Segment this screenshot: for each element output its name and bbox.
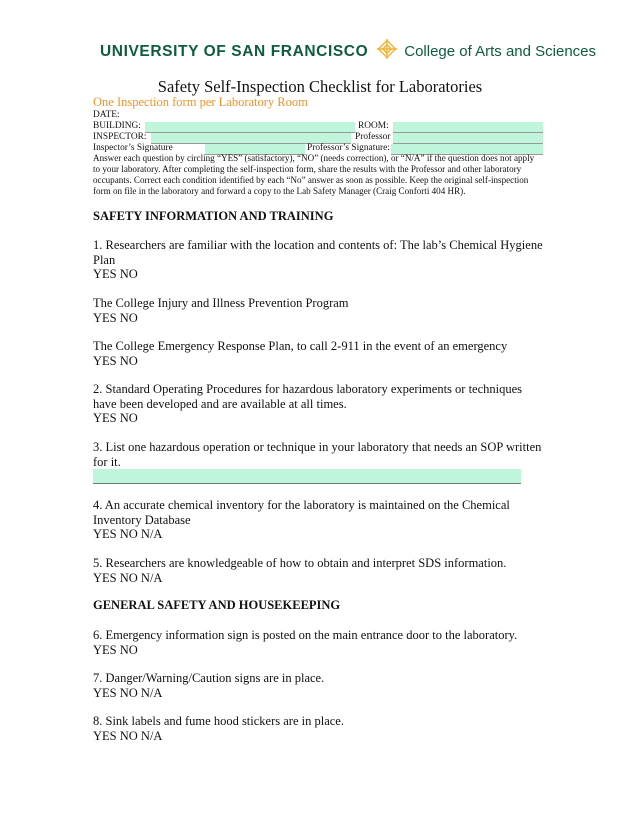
date-row (93, 110, 543, 121)
sop-answer-field[interactable] (93, 469, 521, 484)
question-1c (93, 339, 548, 368)
question-text: 6. Emergency information sign is posted on the main entrance door to the laboratory. (93, 628, 518, 642)
question-text: 2. Standard Operating Procedures for hazardous laboratory experiments or techniques have been developed and are available at all times. (93, 382, 523, 411)
question-1 (93, 238, 548, 282)
question-5 (93, 556, 548, 585)
professor-signature-label: Professor’s Signature: (307, 143, 390, 153)
university-name: UNIVERSITY OF SAN FRANCISCO (100, 42, 369, 60)
question-text: 3. List one hazardous operation or technique in your laboratory that needs an SOP written for it. (93, 440, 542, 469)
section-heading-general-safety: GENERAL SAFETY AND HOUSEKEEPING (93, 598, 341, 612)
question-4 (93, 498, 548, 542)
inspector-row (93, 132, 543, 143)
date-label: DATE: (93, 110, 120, 120)
question-8 (93, 714, 548, 743)
question-3 (93, 440, 548, 469)
question-7 (93, 671, 548, 700)
answer-options[interactable]: YES NO (93, 411, 138, 425)
inspector-label: INSPECTOR: (93, 132, 147, 142)
page-subtitle: One Inspection form per Laboratory Room (93, 95, 308, 109)
question-2 (93, 382, 548, 426)
building-label: BUILDING: (93, 121, 141, 131)
college-name: College of Arts and Sciences (404, 43, 597, 60)
question-text: 7. Danger/Warning/Caution signs are in place. (93, 671, 325, 685)
inspector-signature-label: Inspector’s Signature (93, 143, 173, 153)
question-text: 4. An accurate chemical inventory for the laboratory is maintained on the Chemical Inventory Database (93, 498, 510, 527)
inspection-form (93, 110, 543, 154)
professor-label: Professor (355, 132, 391, 142)
answer-options[interactable]: YES NO N/A (93, 685, 163, 700)
instructions-text: Answer each question by circling “YES” (satisfactory), “NO” (needs correction), or “N/A” if the question does not apply to your laboratory. After completing the self-inspection form, share the results with the Professor and other laboratory occupants. Correct each condition identified by each “No” answer as soon as possible. Keep the original self-inspection form on file in the laboratory and forward a copy to the Lab Safety Manager (Craig Conforti 404 HR). (93, 153, 535, 197)
question-text: 8. Sink labels and fume hood stickers are in place. (93, 714, 344, 728)
room-label: ROOM: (358, 121, 389, 131)
page-title: Safety Self-Inspection Checklist for Laboratories (157, 77, 483, 96)
question-1b (93, 296, 548, 325)
question-text: The College Emergency Response Plan, to call 2-911 in the event of an emergency (93, 339, 508, 353)
question-text: The College Injury and Illness Prevention Program (93, 296, 349, 310)
section-heading-safety-info: SAFETY INFORMATION AND TRAINING (93, 209, 334, 223)
question-text: 5. Researchers are knowledgeable of how to obtain and interpret SDS information. (93, 556, 507, 570)
answer-options[interactable]: YES NO (93, 353, 138, 368)
answer-options[interactable]: YES NO (93, 642, 138, 657)
building-row (93, 121, 543, 132)
answer-options[interactable]: YES NO (93, 267, 138, 281)
question-text: 1. Researchers are familiar with the location and contents of: The lab’s Chemical Hygiene Plan (93, 238, 543, 267)
answer-options[interactable]: YES NO N/A (93, 570, 163, 585)
question-6 (93, 628, 548, 657)
page-header (100, 38, 596, 65)
answer-options[interactable]: YES NO (93, 310, 138, 325)
answer-options[interactable]: YES NO N/A (93, 527, 163, 541)
answer-options[interactable]: YES NO N/A (93, 728, 163, 743)
usf-logo-icon (376, 38, 398, 65)
